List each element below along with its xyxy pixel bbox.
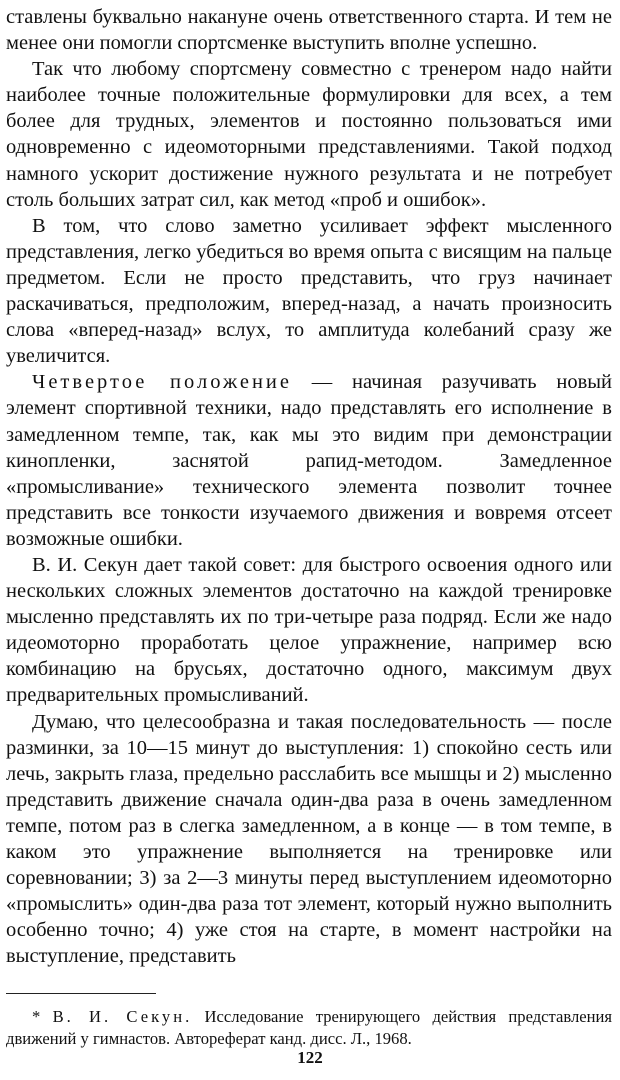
page-number: 122 bbox=[297, 1048, 323, 1067]
paragraph-5: В. И. Секун дает такой совет: для быстрого освоения одного или нескольких сложных элементов достаточно на каждой тренировке мысленно представлять их по три-четыре раза подряд. Если же надо идеомоторно проработать целое упражнение, например всю комбинацию на брусьях, достаточно одного, максимум двух предварительных промысливаний. bbox=[6, 553, 612, 707]
paragraph-1: ставлены буквально накануне очень ответственного старта. И тем не менее они помогли спортсменке выступить вполне успешно. bbox=[6, 6, 612, 55]
paragraph-3: В том, что слово заметно усиливает эффект мысленного представления, легко убедиться во время опыта с висящим на пальце предметом. Если не просто представить, что груз начинает раскачиваться, предположим, вперед-назад, а начать произносить слова «вперед-назад» вслух, то амплитуда колебаний сразу же увеличится. bbox=[6, 214, 612, 368]
footnote-divider bbox=[6, 993, 156, 994]
footnote-marker: * bbox=[32, 1007, 53, 1026]
fourth-principle-text: — начиная разучивать новый элемент спортивной техники, надо представлять его исполнение в замедленном темпе, так, как мы это видим при демонстрации кинопленки, заснятой рапид-методом. Замедленное «промысливание» технического элемента позволит точнее представить все тонкости изучаемого движения и вовремя отсеет возможные ошибки. bbox=[6, 371, 612, 550]
footnote bbox=[6, 1006, 612, 1050]
body-text bbox=[6, 4, 612, 969]
fourth-principle-lead: Четвертое положение bbox=[32, 371, 293, 394]
paragraph-2: Так что любому спортсмену совместно с тренером надо найти наиболее точные положительные формулировки для всех, а тем более для трудных, элементов и постоянно пользоваться ими одновременно с идеомоторными представлениями. Такой подход намного ускорит достижение нужного результата и не потребует столь больших затрат сил, как метод «проб и ошибок». bbox=[6, 58, 612, 211]
paragraph-fourth-principle bbox=[6, 369, 612, 552]
paragraph-6: Думаю, что целесообразна и такая последовательность — после разминки, за 10—15 минут до выступления: 1) спокойно сесть или лечь, закрыть глаза, предельно расслабить все мышцы и 2) мысленно представить движение сначала один-два раза в очень замедленном темпе, потом раз в слегка замедленном, а в конце — в том темпе, в каком это упражнение выполняется на тренировке или соревновании; 3) за 2—3 минуты перед выступлением идеомоторно «промыслить» один-два раза тот элемент, который нужно выполнить особенно точно; 4) уже стоя на старте, в момент настройки на выступление, представить bbox=[6, 710, 612, 968]
footnote-author: В. И. Секун. bbox=[52, 1007, 193, 1026]
footnote-text: Исследование тренирующего действия представления движений у гимнастов. Автореферат канд. дисс. Л., 1968. bbox=[6, 1007, 613, 1048]
